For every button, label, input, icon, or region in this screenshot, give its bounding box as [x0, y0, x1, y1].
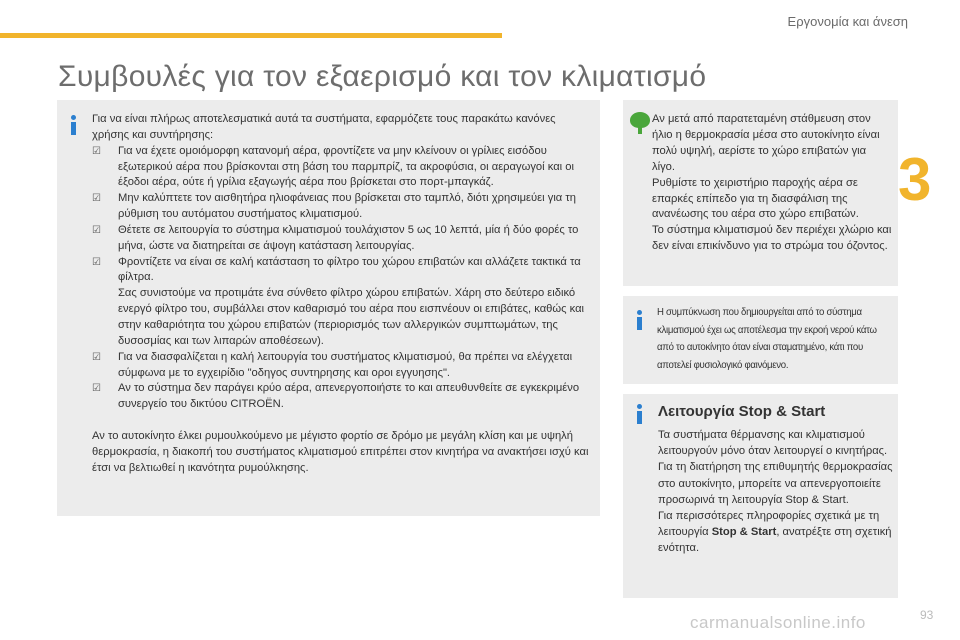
list-item — [92, 255, 594, 350]
accent-bar — [0, 33, 502, 38]
eco-paragraph: Αν μετά από παρατεταμένη στάθμευση στον ήλιο η θερμοκρασία μέσα στο αυτοκίνητο είναι πολύ υψηλή, αερίστε το χώρο επιβατών για λίγο. — [652, 113, 880, 173]
list-item: ☑ Για να έχετε ομοιόμορφη κατανομή αέρα, φροντίζετε να μην κλείνουν οι γρίλιες εισόδου εξωτερικού αέρα που βρίσκονται στη βάση του παρμπρίζ, τα ακροφύσια, οι αεραγωγοί και οι έξοδοι αέρα, ούτε ή γρίλια εξαγωγής αέρα που βρίσκεται στο πορτ-μπαγκάζ. — [92, 144, 594, 192]
section-label: Εργονομία και άνεση — [787, 14, 908, 29]
stop-start-paragraph: Τα συστήματα θέρμανσης και κλιματισμού λειτουργούν μόνο όταν λειτουργεί ο κινητήρας. — [658, 429, 888, 458]
eco-text — [652, 112, 892, 255]
list-item-text: Φροντίζετε να είναι σε καλή κατάσταση το φίλτρο του χώρου επιβατών και αλλάζετε τακτικά τα φίλτρα. — [118, 255, 581, 284]
stop-start-bold: Stop & Start — [711, 526, 777, 539]
stop-start-paragraph: Για τη διατήρηση της επιθυμητής θερμοκρασίας στο αυτοκίνητο, μπορείτε να απενεργοποιείτε προσωρινά τη λειτουργία Stop & Start. — [658, 461, 893, 506]
stop-start-title: Λειτουργία Stop & Start — [658, 403, 826, 420]
text-suffix: , ανατρέξτε στη σχετική ενότητα. — [658, 526, 892, 555]
towing-note: Αν το αυτοκίνητο έλκει ρυμουλκούμενο με μέγιστο φορτίο σε δρόμο με μεγάλη κλίση και με υψηλή θερμοκρασία, η διακοπή του συστήματος κλιματισμού επιτρέπει στον κινητήρα να ανακτήσει ισχύ και έτσι να βελτιωθεί η ικανότητα ρυμούλκησης. — [92, 430, 589, 474]
page-number: 93 — [920, 608, 934, 622]
stop-start-text — [658, 427, 893, 557]
watermark: carmanualsonline.info — [690, 613, 866, 632]
list-item-extra: Σας συνιστούμε να προτιμάτε ένα σύνθετο φίλτρο χώρου επιβατών. Χάρη στο δεύτερο ειδικό ενεργό φίλτρο του, συμβάλλει στον καθαρισμό του αέρα που εισπνέουν οι επιβάτες, καθώς και στην καθαριότητα του χώρου επιβατών (περιορισμός των αλλεργικών συμπτωμάτων, της δυσοσμίας και των λιπαρών αποθέσεων). — [118, 287, 585, 347]
tree-icon-trunk — [638, 126, 642, 134]
chapter-number: 3 — [898, 146, 932, 213]
main-advice-text — [92, 112, 594, 477]
condensation-text: Η συμπύκνωση που δημιουργείται από το σύστημα κλιματισμού έχει ως αποτέλεσμα την εκροή νερού κάτω από το αυτοκίνητο όταν είναι σταματημένο, κάτι που αποτελεί φυσιολογικό φαινόμενο. — [657, 307, 877, 371]
intro-text: Για να είναι πλήρως αποτελεσματικά αυτά τα συστήματα, εφαρμόζετε τους παρακάτω κανόνες χρήσης και συντήρησης: — [92, 113, 556, 141]
text-prefix: Για περισσότερες πληροφορίες σχετικά με τη λειτουργία — [658, 510, 880, 539]
list-item: ☑ Για να διασφαλίζεται η καλή λειτουργία του συστήματος κλιματισμού, θα πρέπει να ελέγχεται σύμφωνα με το εγχειρίδιο "οδηγος συντηρησης και οροι εγγυησης". — [92, 350, 594, 382]
advice-list — [92, 144, 594, 413]
page-title: Συμβουλές για τον εξαερισμό και τον κλιματισμό — [58, 60, 707, 93]
stop-start-paragraph — [658, 508, 893, 557]
list-item: ☑ Θέτετε σε λειτουργία το σύστημα κλιματισμού τουλάχιστον 5 ως 10 λεπτά, μία ή δύο φορές το μήνα, ώστε να διατηρείται σε άψογη κατάσταση λειτουργίας. — [92, 223, 594, 255]
info-icon — [633, 310, 645, 330]
tree-icon — [630, 112, 650, 134]
info-icon — [633, 404, 645, 424]
info-icon — [67, 115, 79, 135]
eco-paragraph: Ρυθμίστε το χειριστήριο παροχής αέρα σε επαρκές επίπεδο για τη διασφάλιση της ανανέωσης του αέρα στο χώρο επιβατών. — [652, 176, 859, 221]
list-item: ☑ Μην καλύπτετε τον αισθητήρα ηλιοφάνειας που βρίσκεται στο ταμπλό, διότι χρησιμεύει για τη ρύθμιση του αυτόματου συστήματος κλιματισμού. — [92, 191, 594, 223]
eco-paragraph: Το σύστημα κλιματισμού δεν περιέχει χλώριο και δεν είναι επικίνδυνο για το στρώμα του όζοντος. — [652, 224, 892, 253]
list-item: ☑ Αν το σύστημα δεν παράγει κρύο αέρα, απενεργοποιήστε το και απευθυνθείτε σε εγκεκριμένο συνεργείο του δικτύου CITROËN. — [92, 381, 594, 413]
